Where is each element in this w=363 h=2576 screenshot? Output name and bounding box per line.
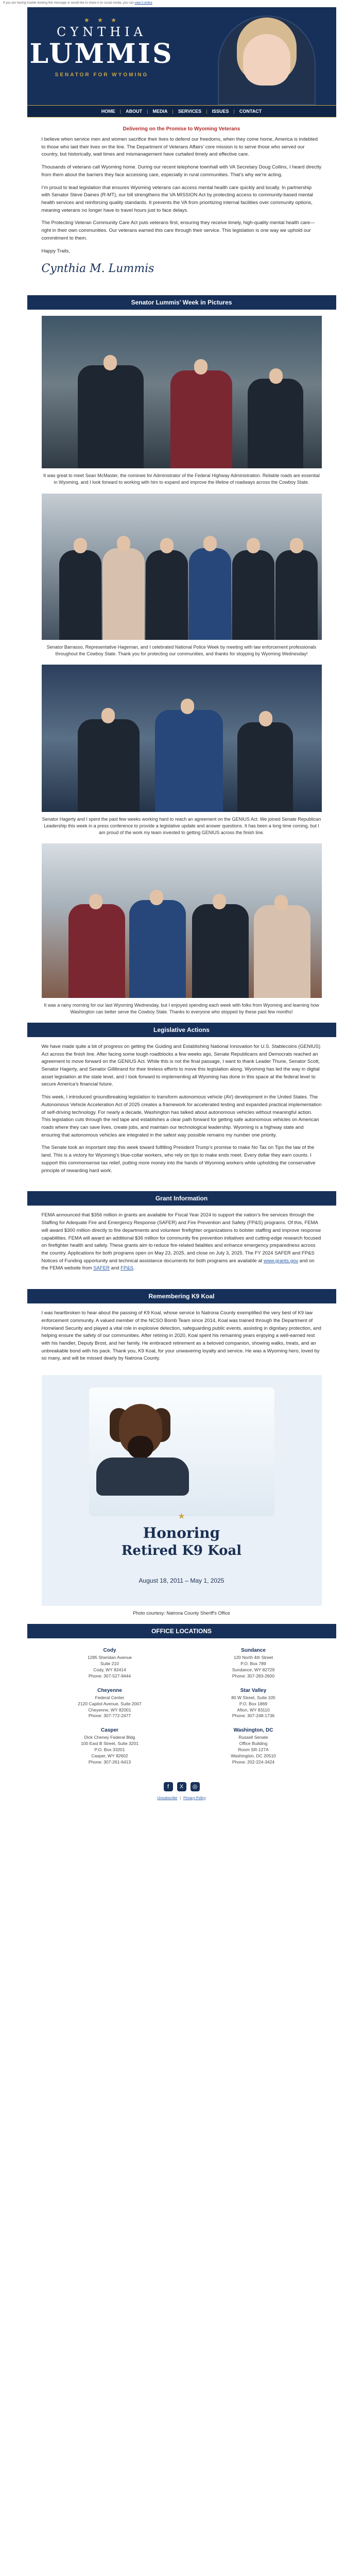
person-head	[74, 538, 87, 553]
person-figure	[146, 550, 188, 640]
x-icon[interactable]: X	[177, 1782, 186, 1791]
safer-link[interactable]: SAFER	[93, 1265, 110, 1272]
social-links	[27, 1782, 336, 1791]
person-figure	[78, 365, 144, 468]
office-cheyenne	[46, 1688, 174, 1720]
office-address-line: 100 East B Street, Suite 3201	[81, 1741, 139, 1747]
office-address-line: 80 W Street, Suite 105	[231, 1694, 275, 1700]
person-figure	[170, 370, 232, 468]
person-head	[160, 538, 174, 553]
person-head	[213, 894, 226, 909]
k9-memorial-graphic	[42, 1375, 322, 1606]
grant-paragraph	[42, 1212, 322, 1273]
senator-first-name: CYNTHIA	[57, 25, 147, 39]
office-address-line: Sundance, WY 82729	[232, 1667, 275, 1672]
legislative-paragraph: This week, I introduced groundbreaking legislation to transform autonomous vehicle (AV) development in the United States. The Autonomous Vehicle Acceleration Act of 2025 creates a framework for accelerated testing and expanded practical implementation of self-driving technology. For nearly a decade, Washington has talked about autonomous vehicles without meaningful action. This legislation cuts through the red tape and establishes a clear path forward for getting safe autonomous vehicles on American roads where they can save lives, create jobs, and maintain our technological leadership. Wyoming is a highway state and ensuring that autonomous vehicles are integrated in the safest way possible remains my number one priority.	[41, 1094, 322, 1138]
dog-muzzle-icon	[128, 1436, 153, 1459]
person-head	[247, 538, 260, 553]
person-head	[274, 895, 288, 910]
photo-wyoming-wednesday	[42, 843, 322, 998]
intro-paragraph: I’m proud to lead legislation that ensures Wyoming veterans can access mental health care quickly and locally. In partnership with Senator Steve Daines (R-MT), our bill strengthens the VA MISSION Act by protecting access to community-based mental health services and reinforcing quality standards. It prevents the VA from prioritizing internal facilities over community options, meaning veterans no longer have to travel hours just to face delays.	[41, 184, 313, 213]
photo-police-week	[42, 494, 322, 640]
person-head	[259, 711, 272, 726]
star-icon-row: ★ ★ ★	[84, 16, 119, 24]
legislative-paragraph: The Senate took an important step this week toward fulfilling President Trump’s promise to make No Tax on Tips the law of the land. This is a victory for Wyoming’s blue-collar workers, who rely on tips to make ends meet. Every dollar they earn counts. I support this commonsense tax relief, putting more money into the hands of Wyoming workers while upholding the conservative principle of rewarding hard work.	[41, 1145, 316, 1174]
person-figure	[275, 550, 318, 640]
person-figure	[232, 550, 274, 640]
nav-separator: |	[206, 109, 208, 114]
office-address-line: Cheyenne, WY 82001	[88, 1707, 131, 1713]
person-head	[269, 368, 283, 384]
k9-photo-frame	[89, 1387, 274, 1516]
nav-about-link[interactable]: ABOUT	[126, 109, 143, 114]
person-figure	[192, 904, 249, 998]
nav-issues-link[interactable]: ISSUES	[212, 109, 229, 114]
headline-banner	[27, 117, 336, 136]
person-head	[194, 359, 208, 375]
unsubscribe-link[interactable]: Unsubscribe	[157, 1796, 178, 1800]
photo-genius-press-conference	[42, 665, 322, 812]
person-figure	[78, 719, 140, 812]
office-phone: Phone: 307-261-6413	[88, 1759, 131, 1765]
photo-credit: Photo courtesy: Natrona County Sheriff's Office	[133, 1611, 230, 1616]
office-washington-dc	[189, 1727, 318, 1765]
top-navigation	[27, 105, 336, 117]
footer-spacer	[27, 1809, 336, 1811]
person-figure	[155, 710, 223, 812]
office-star-valley	[189, 1688, 318, 1720]
office-address-line: Cody, WY 82414	[93, 1667, 126, 1672]
photo-caption: Senator Barrasso, Representative Hageman, and I celebrated National Police Week by meeting with law enforcement professionals throughout the Cowboy State. Thank you for protecting our communities, and thanks for stopping by Wyoming Wednesday!	[46, 644, 317, 656]
nav-separator: |	[233, 109, 235, 114]
senator-subtitle: SENATOR FOR WYOMING	[55, 72, 149, 78]
grant-body-text: FEMA announced that $356 million in grants are available for Fiscal Year 2024 to support the nation’s fire services through the Staffing for Adequate Fire and Emergency Response (SAFER) and Fire Prevention and Safety (FP&S) programs. Of this, FEMA will award $300 million directly to fire departments and volunteer firefighter organizations to bolster staffing and improve response capabilities. FEMA will award an additional $36 million for community fire prevention initiatives and cutting-edge research focused on firefighter health and safety. These grants aim to reduce fire-related fatalities and enhance emergency preparedness across the country. Applications for both programs open on May 23, 2025, and close on July 3, 2025. The FY 2024 SAFER and FP&S Notices of Funding opportunity and technical assistance documents for both programs are available at	[41, 1212, 321, 1264]
person-head	[290, 538, 303, 553]
signature: Cynthia M. Lummis	[41, 262, 154, 276]
office-name: Washington, DC	[233, 1727, 273, 1734]
person-figure	[129, 900, 186, 998]
person-head	[89, 894, 102, 909]
office-address-line: Suite 210	[100, 1661, 119, 1667]
office-address-line: Russell Senate	[238, 1735, 268, 1740]
header-banner	[27, 7, 336, 105]
person-figure	[68, 904, 125, 998]
office-address-line: 2120 Capitol Avenue, Suite 2007	[78, 1701, 142, 1706]
nav-media-link[interactable]: MEDIA	[152, 109, 168, 114]
office-address-line: P.O. Box 789	[240, 1661, 266, 1667]
intro-letter	[27, 136, 336, 291]
office-address-line: Afton, WY 83110	[237, 1707, 270, 1713]
office-cody	[46, 1648, 174, 1680]
office-address-line: Federal Center	[95, 1694, 125, 1700]
person-head	[150, 890, 163, 905]
nav-separator: |	[119, 109, 122, 114]
memorial-dates: August 18, 2011 – May 1, 2025	[139, 1577, 224, 1585]
office-address-line: Office Building	[239, 1741, 268, 1747]
photo-caption: Senator Hagerty and I spent the past few weeks working hard to reach an agreement on the GENIUS Act. We joined Senate Republican Leadership this week in a press conference to provide a legislative update and answer questions. It has been a long time coming, but I am proud of the work my team invested to getting GENIUS across the finish line.	[42, 816, 321, 835]
memorial-subtitle: Retired K9 Koal	[121, 1543, 242, 1559]
memorial-title: Honoring	[143, 1524, 220, 1542]
nav-home-link[interactable]: HOME	[101, 109, 115, 114]
grant-period: .	[133, 1265, 135, 1272]
office-address-line: Room SR-127A	[238, 1747, 269, 1753]
office-list	[27, 1645, 336, 1776]
view-online-text: If you are having trouble viewing this message or would like to share it on social media, you can	[3, 2, 134, 5]
person-head	[117, 536, 130, 551]
office-address-line: 1285 Sheridan Avenue	[88, 1655, 132, 1660]
senator-portrait	[218, 15, 316, 105]
grants-gov-link[interactable]: www.grants.gov	[263, 1258, 299, 1264]
legislative-actions-header: Legislative Actions	[27, 1023, 336, 1037]
newsletter-container	[27, 7, 336, 1811]
nav-separator: |	[172, 109, 174, 114]
office-address-line: P.O. Box 1869	[239, 1701, 268, 1706]
nav-services-link[interactable]: SERVICES	[178, 109, 202, 114]
office-address-line: Casper, WY 82602	[91, 1753, 128, 1758]
office-name: Star Valley	[240, 1687, 267, 1693]
office-phone: Phone: 307-248-1736	[232, 1713, 275, 1719]
office-phone: Phone: 307-283-2600	[232, 1673, 275, 1679]
office-name: Cheyenne	[97, 1687, 122, 1693]
nav-contact-link[interactable]: CONTACT	[239, 109, 262, 114]
fps-link[interactable]: FP&S	[120, 1265, 133, 1272]
k9-vest	[96, 1458, 189, 1496]
legislative-paragraph: We have made quite a bit of progress on getting the Guiding and Establishing National Innovation for U.S. Stablecoins (GENIUS) Act across the finish line. After facing some tough roadblocks a few weeks ago, Senate Republicans and Democrats reached an agreement to move forward on the GENIUS Act. While this is not the final passage, I want to thank Leader Thune, Senator Scott, Senator Hagerty, and Senator Gillibrand for their tireless efforts to move this legislation along. Wyoming has led the way in digital asset legislation at the state level, and I look forward to implementing all Wyoming has done in this space at the federal level to secure America’s financial future.	[41, 1043, 321, 1088]
person-head	[101, 708, 115, 723]
k9-paragraph: I was heartbroken to hear about the passing of K9 Koal, whose service to Natrona County exemplified the very best of K9 law enforcement community. A valued member of the NCSO Bomb Team since 2014, Koal was trained through the Department of Homeland Security and played a vital role in explosive detection, safeguarding public events, assisting in dignitary protection, and helping ensure the safety of our communities. After retiring in 2020, Koal spent his remaining years enjoying a well-earned rest with his handler, Deputy Brost, and her family. He embraced retirement as a beloved companion, showing walks, treats, and an unbreakable bond with his pack. Thank you, K9 Koal, for your unwavering loyalty and service. He was a Wyoming hero, loved by so many, and will be missed dearly by Natrona County.	[41, 1310, 321, 1362]
person-figure	[248, 379, 303, 468]
week-in-pictures-header: Senator Lummis’ Week in Pictures	[27, 295, 336, 310]
privacy-policy-link[interactable]: Privacy Policy	[183, 1796, 206, 1800]
nav-separator: |	[147, 109, 148, 114]
office-name: Sundance	[241, 1648, 266, 1654]
remembering-k9-header: Remembering K9 Koal	[27, 1289, 336, 1303]
office-address-line: Washington, DC 20510	[231, 1753, 276, 1758]
office-address-line: 120 North 4th Street	[233, 1655, 273, 1660]
grant-information-text	[27, 1212, 336, 1285]
office-name: Casper	[101, 1727, 118, 1734]
sign-off: Happy Trails,	[41, 248, 70, 254]
legislative-actions-text	[27, 1043, 336, 1188]
grant-connector-text: and on the FEMA website from	[41, 1258, 315, 1272]
footer-links	[27, 1797, 336, 1800]
photo-caption: It was great to meet Sean McMaster, the nominee for Administrator of the Federal Highway Administration. Reliable roads are essential in Wyoming, and I look forward to working with him to expand and improve the lifeline of roadways across the Cowboy State.	[43, 473, 320, 485]
photo-sean-mcmaster	[42, 316, 322, 468]
intro-paragraph: Thousands of veterans call Wyoming home. During our recent telephone townhall with VA Secretary Doug Collins, I heard directly from them about the barriers they face accessing care, especially in rural communities. That’s why we’re acting.	[41, 164, 322, 178]
person-head	[181, 699, 194, 714]
office-phone: Phone: 307-772-2477	[88, 1713, 131, 1719]
office-locations-header: OFFICE LOCATIONS	[27, 1624, 336, 1638]
senator-last-name: LUMMIS	[29, 38, 174, 70]
person-figure	[254, 905, 310, 998]
person-figure	[189, 548, 231, 640]
office-address-line: Dick Cheney Federal Bldg	[84, 1735, 135, 1740]
grant-and-text: and	[111, 1265, 119, 1272]
office-address-line: P.O. Box 33201	[94, 1747, 125, 1753]
facebook-icon[interactable]: f	[164, 1782, 173, 1791]
office-phone: Phone: 202-224-3424	[232, 1759, 275, 1765]
office-name: Cody	[103, 1648, 116, 1654]
office-casper	[46, 1727, 174, 1765]
photo-caption: It was a rainy morning for our last Wyoming Wednesday, but I enjoyed spending each week with folks from Wyoming and learning how Washington can better serve the Cowboy State. Thanks to everyone who stopped by these past few months!	[44, 1002, 319, 1014]
person-figure	[59, 550, 101, 640]
office-phone: Phone: 307-527-9444	[88, 1673, 131, 1679]
view-online-note	[0, 0, 363, 7]
view-online-link[interactable]: view it online	[134, 2, 152, 5]
k9-text	[27, 1310, 336, 1375]
star-icon: ★	[178, 1512, 185, 1521]
grant-information-header: Grant Information	[27, 1191, 336, 1206]
intro-paragraph: I believe when service men and women sacrifice their lives to defend our freedoms, when they come home, America is indebted to those who laid their lives on the line. The Department of Veterans Affairs’ core mission is to serve those who served our country, but historically, wait times and mismanagement have curtailed timely and effective care.	[41, 137, 318, 158]
headline-text: Delivering on the Promise to Wyoming Veterans	[123, 126, 240, 132]
person-head	[103, 355, 117, 370]
footer-separator: |	[180, 1796, 181, 1800]
intro-paragraph: The Protecting Veteran Community Care Act puts veterans first, ensuring they receive timely, high-quality mental health care—right in their own communities. Our veterans earned this care through their service. This legislation is one way we uphold our commitment to them.	[41, 220, 315, 241]
person-figure	[102, 548, 145, 640]
person-head	[203, 536, 217, 551]
office-sundance	[189, 1648, 318, 1680]
instagram-icon[interactable]: ◎	[191, 1782, 200, 1791]
person-figure	[237, 722, 293, 812]
